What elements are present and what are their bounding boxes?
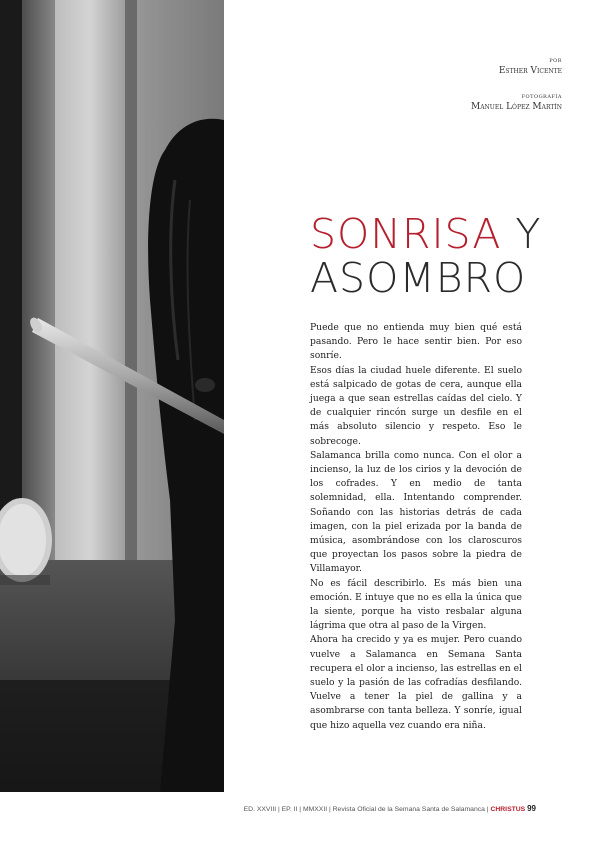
- body-paragraph: Esos días la ciudad huele diferente. El suelo está salpicado de gotas de cera, aunque ella juega a que sean estrellas caídas del cielo. Y de cualquier rincón surge un desfile en el más absoluto silencio y respeto. Eso le sobrecoge.: [310, 364, 522, 447]
- procession-photo: [0, 0, 224, 792]
- page-footer: [216, 804, 536, 813]
- body-paragraph: No es fácil describirlo. Es más bien una emoción. E intuye que no es ella la única que la siente, porque ha visto resbalar alguna lágrima que otra al paso de la Virgen.: [310, 577, 522, 632]
- body-paragraph: Puede que no entienda muy bien qué está pasando. Pero le hace sentir bien. Por eso sonríe.: [310, 322, 522, 362]
- footer-edition-text: ED. XXVIII | EP. II | MMXXII | Revista Oficial de la Semana Santa de Salamanca |: [243, 806, 491, 813]
- author-label: por: [549, 56, 562, 64]
- photo-panel: [0, 0, 224, 792]
- title-word-red: SONRISA: [310, 210, 502, 258]
- body-paragraph: Salamanca brilla como nunca. Con el olor a incienso, la luz de los cirios y la devoción de los cofrades. Y en medio de tanta solemnidad, ella. Intentando comprender. Soñando con las historias detrás de cada imagen, con la piel erizada por la banda de música, asombrándose con los claroscuros que proyectan los pasos sobre la piedra de Villamayor.: [310, 449, 522, 575]
- title-line-2: ASOMBRO: [310, 254, 527, 302]
- page-number: 99: [527, 804, 536, 813]
- photographer-name: Manuel López Martín: [470, 102, 562, 112]
- footer-brand: CHRISTUS: [490, 806, 526, 813]
- author-name: Esther Vicente: [498, 66, 562, 76]
- article-title: [310, 212, 580, 300]
- article-body: [310, 321, 522, 733]
- credits-block: [342, 56, 562, 112]
- body-paragraph: Ahora ha crecido y ya es mujer. Pero cuando vuelve a Salamanca en Semana Santa recupera el olor a incienso, las estrellas en el suelo y la pasión de las cofradías desfilando. Vuelve a tener la piel de gallina y a asombrarse con tanta belleza. Y sonríe, igual que hizo aquella vez cuando era niña.: [310, 634, 522, 731]
- title-word-connector: Y: [501, 210, 542, 258]
- photographer-label: fotografía: [521, 92, 562, 100]
